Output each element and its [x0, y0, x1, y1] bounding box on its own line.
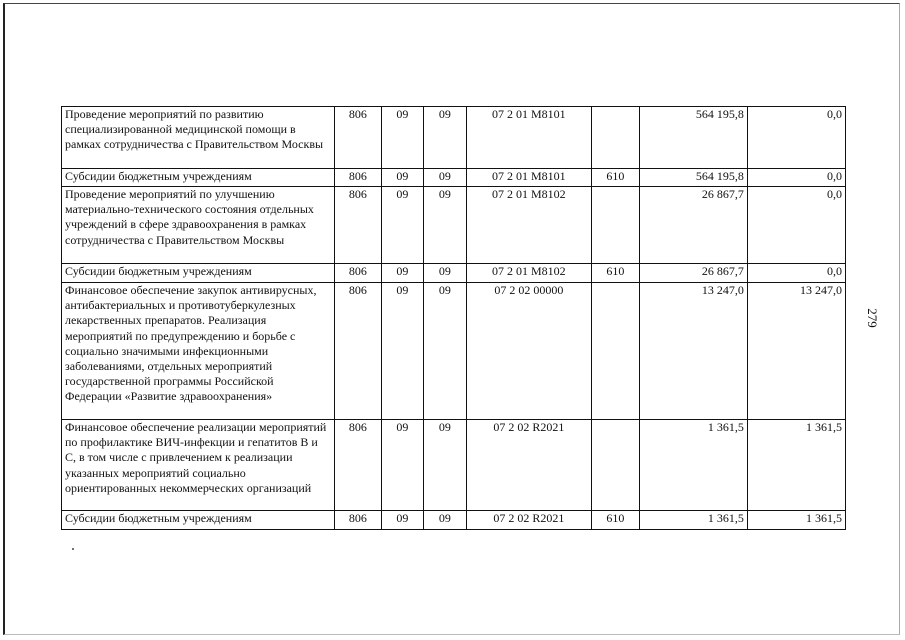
amount-1: 1 361,5 — [639, 511, 747, 530]
section-code: 09 — [381, 283, 423, 420]
amount-1: 564 195,8 — [639, 169, 747, 187]
ministry-code: 806 — [335, 511, 382, 530]
expense-type-code — [592, 283, 640, 420]
subsection-code: 09 — [424, 187, 466, 264]
subsection-code: 09 — [424, 107, 466, 169]
target-item-code: 07 2 02 00000 — [466, 283, 591, 420]
subsection-code: 09 — [424, 420, 466, 511]
table-row — [62, 187, 846, 264]
amount-1: 26 867,7 — [639, 187, 747, 264]
section-code: 09 — [381, 264, 423, 283]
expense-type-code: 610 — [592, 264, 640, 283]
expense-type-code — [592, 420, 640, 511]
ministry-code: 806 — [335, 107, 382, 169]
expense-type-code: 610 — [592, 511, 640, 530]
target-item-code: 07 2 02 R2021 — [466, 420, 591, 511]
table-body — [62, 107, 846, 530]
table-row — [62, 420, 846, 511]
section-code: 09 — [381, 187, 423, 264]
item-name: Субсидии бюджетным учреждениям — [62, 169, 335, 187]
ministry-code: 806 — [335, 169, 382, 187]
table-row — [62, 169, 846, 187]
amount-2: 0,0 — [747, 187, 845, 264]
subsection-code: 09 — [424, 511, 466, 530]
section-code: 09 — [381, 107, 423, 169]
amount-2: 0,0 — [747, 107, 845, 169]
amount-1: 13 247,0 — [639, 283, 747, 420]
amount-1: 1 361,5 — [639, 420, 747, 511]
amount-1: 26 867,7 — [639, 264, 747, 283]
item-name: Проведение мероприятий по развитию специализированной медицинской помощи в рамках сотрудничества с Правительством Москвы — [62, 107, 335, 169]
amount-2: 0,0 — [747, 169, 845, 187]
amount-1: 564 195,8 — [639, 107, 747, 169]
table-row — [62, 283, 846, 420]
scan-speck — [72, 548, 74, 550]
section-code: 09 — [381, 169, 423, 187]
expense-type-code: 610 — [592, 169, 640, 187]
table-row — [62, 264, 846, 283]
amount-2: 1 361,5 — [747, 420, 845, 511]
subsection-code: 09 — [424, 264, 466, 283]
target-item-code: 07 2 02 R2021 — [466, 511, 591, 530]
table-row — [62, 107, 846, 169]
item-name: Финансовое обеспечение закупок антивирусных, антибактериальных и противотуберкулезных лекарственных препаратов. Реализация мероприятий по предупреждению и борьбе с социально значимыми инфекционными заболеваниями, отдельных мероприятий государственной программы Российской Федерации «Развитие здравоохранения» — [62, 283, 335, 420]
amount-2: 13 247,0 — [747, 283, 845, 420]
ministry-code: 806 — [335, 264, 382, 283]
budget-table — [61, 106, 846, 530]
target-item-code: 07 2 01 M8101 — [466, 169, 591, 187]
ministry-code: 806 — [335, 420, 382, 511]
target-item-code: 07 2 01 M8102 — [466, 187, 591, 264]
section-code: 09 — [381, 511, 423, 530]
ministry-code: 806 — [335, 283, 382, 420]
page-number: 279 — [865, 308, 880, 328]
expense-type-code — [592, 107, 640, 169]
amount-2: 0,0 — [747, 264, 845, 283]
item-name: Субсидии бюджетным учреждениям — [62, 511, 335, 530]
subsection-code: 09 — [424, 169, 466, 187]
item-name: Субсидии бюджетным учреждениям — [62, 264, 335, 283]
target-item-code: 07 2 01 M8102 — [466, 264, 591, 283]
item-name: Финансовое обеспечение реализации мероприятий по профилактике ВИЧ-инфекции и гепатитов В и С, в том числе с привлечением к реализации указанных мероприятий социально ориентированных некоммерческих организаций — [62, 420, 335, 511]
item-name: Проведение мероприятий по улучшению материально-технического состояния отдельных учреждений в сфере здравоохранения в рамках сотрудничества с Правительством Москвы — [62, 187, 335, 264]
table-row — [62, 511, 846, 530]
section-code: 09 — [381, 420, 423, 511]
amount-2: 1 361,5 — [747, 511, 845, 530]
target-item-code: 07 2 01 M8101 — [466, 107, 591, 169]
expense-type-code — [592, 187, 640, 264]
subsection-code: 09 — [424, 283, 466, 420]
ministry-code: 806 — [335, 187, 382, 264]
